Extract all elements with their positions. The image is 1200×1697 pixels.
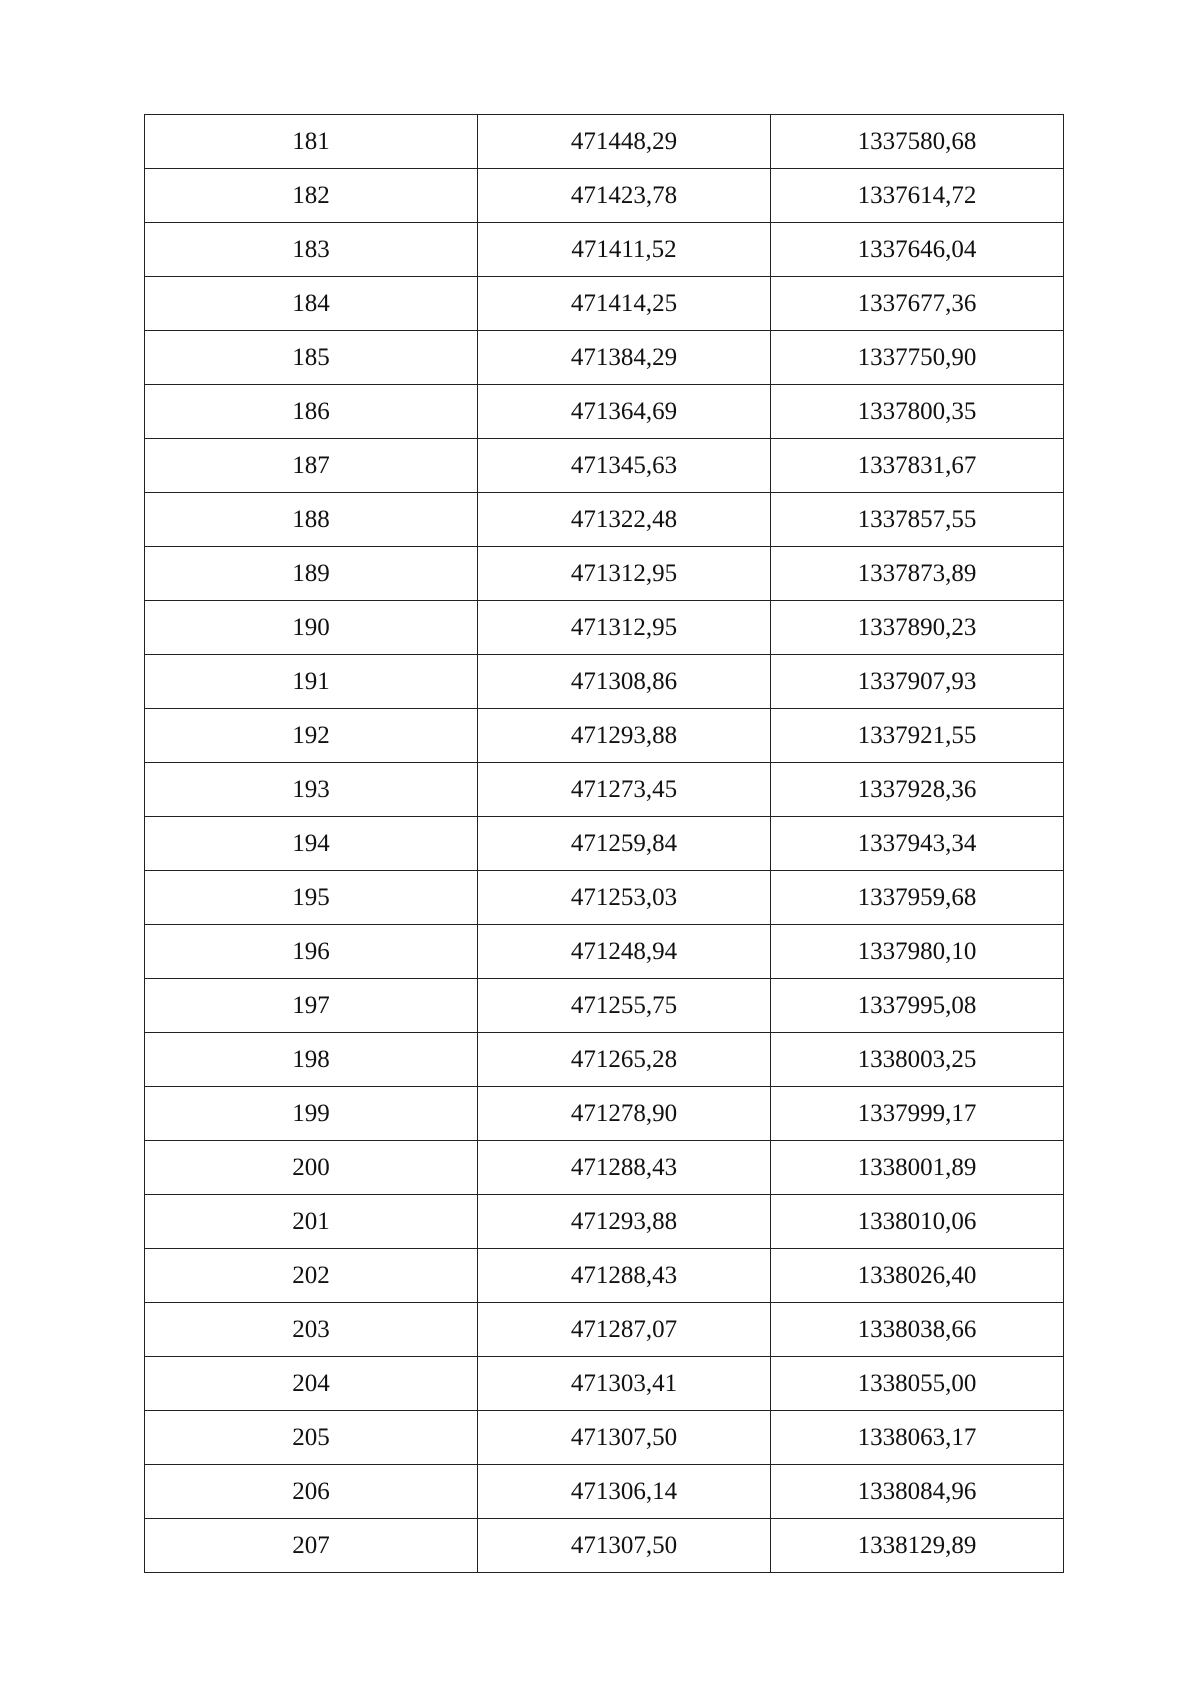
table-row <box>145 709 1064 763</box>
x-coordinate-cell: 471364,69 <box>478 385 771 439</box>
table-row <box>145 1141 1064 1195</box>
table-row <box>145 1249 1064 1303</box>
point-number-cell: 181 <box>145 115 478 169</box>
y-coordinate-cell: 1337873,89 <box>771 547 1064 601</box>
x-coordinate-cell: 471448,29 <box>478 115 771 169</box>
table-row <box>145 439 1064 493</box>
y-coordinate-cell: 1337928,36 <box>771 763 1064 817</box>
x-coordinate-cell: 471307,50 <box>478 1411 771 1465</box>
coordinates-table-body <box>145 115 1064 1573</box>
x-coordinate-cell: 471253,03 <box>478 871 771 925</box>
y-coordinate-cell: 1337580,68 <box>771 115 1064 169</box>
point-number-cell: 198 <box>145 1033 478 1087</box>
x-coordinate-cell: 471303,41 <box>478 1357 771 1411</box>
table-row <box>145 979 1064 1033</box>
table-row <box>145 1303 1064 1357</box>
y-coordinate-cell: 1338038,66 <box>771 1303 1064 1357</box>
y-coordinate-cell: 1338003,25 <box>771 1033 1064 1087</box>
point-number-cell: 200 <box>145 1141 478 1195</box>
table-row <box>145 1465 1064 1519</box>
table-row <box>145 1087 1064 1141</box>
table-row <box>145 331 1064 385</box>
table-row <box>145 1519 1064 1573</box>
table-row <box>145 817 1064 871</box>
y-coordinate-cell: 1337614,72 <box>771 169 1064 223</box>
y-coordinate-cell: 1337831,67 <box>771 439 1064 493</box>
y-coordinate-cell: 1338055,00 <box>771 1357 1064 1411</box>
y-coordinate-cell: 1337857,55 <box>771 493 1064 547</box>
x-coordinate-cell: 471293,88 <box>478 1195 771 1249</box>
table-row <box>145 493 1064 547</box>
y-coordinate-cell: 1337890,23 <box>771 601 1064 655</box>
point-number-cell: 206 <box>145 1465 478 1519</box>
y-coordinate-cell: 1337995,08 <box>771 979 1064 1033</box>
x-coordinate-cell: 471248,94 <box>478 925 771 979</box>
table-row <box>145 547 1064 601</box>
x-coordinate-cell: 471414,25 <box>478 277 771 331</box>
y-coordinate-cell: 1338010,06 <box>771 1195 1064 1249</box>
x-coordinate-cell: 471273,45 <box>478 763 771 817</box>
y-coordinate-cell: 1337907,93 <box>771 655 1064 709</box>
x-coordinate-cell: 471423,78 <box>478 169 771 223</box>
point-number-cell: 186 <box>145 385 478 439</box>
x-coordinate-cell: 471308,86 <box>478 655 771 709</box>
y-coordinate-cell: 1337646,04 <box>771 223 1064 277</box>
point-number-cell: 192 <box>145 709 478 763</box>
table-row <box>145 1195 1064 1249</box>
y-coordinate-cell: 1337800,35 <box>771 385 1064 439</box>
point-number-cell: 193 <box>145 763 478 817</box>
y-coordinate-cell: 1337999,17 <box>771 1087 1064 1141</box>
x-coordinate-cell: 471307,50 <box>478 1519 771 1573</box>
x-coordinate-cell: 471411,52 <box>478 223 771 277</box>
x-coordinate-cell: 471345,63 <box>478 439 771 493</box>
y-coordinate-cell: 1337750,90 <box>771 331 1064 385</box>
y-coordinate-cell: 1338026,40 <box>771 1249 1064 1303</box>
point-number-cell: 202 <box>145 1249 478 1303</box>
table-row <box>145 1033 1064 1087</box>
x-coordinate-cell: 471312,95 <box>478 601 771 655</box>
point-number-cell: 189 <box>145 547 478 601</box>
x-coordinate-cell: 471265,28 <box>478 1033 771 1087</box>
y-coordinate-cell: 1337677,36 <box>771 277 1064 331</box>
x-coordinate-cell: 471288,43 <box>478 1141 771 1195</box>
table-row <box>145 115 1064 169</box>
point-number-cell: 204 <box>145 1357 478 1411</box>
y-coordinate-cell: 1338084,96 <box>771 1465 1064 1519</box>
x-coordinate-cell: 471293,88 <box>478 709 771 763</box>
point-number-cell: 199 <box>145 1087 478 1141</box>
x-coordinate-cell: 471259,84 <box>478 817 771 871</box>
y-coordinate-cell: 1338001,89 <box>771 1141 1064 1195</box>
point-number-cell: 194 <box>145 817 478 871</box>
y-coordinate-cell: 1337980,10 <box>771 925 1064 979</box>
table-row <box>145 655 1064 709</box>
table-row <box>145 601 1064 655</box>
table-row <box>145 871 1064 925</box>
x-coordinate-cell: 471278,90 <box>478 1087 771 1141</box>
table-row <box>145 277 1064 331</box>
point-number-cell: 195 <box>145 871 478 925</box>
x-coordinate-cell: 471306,14 <box>478 1465 771 1519</box>
y-coordinate-cell: 1337921,55 <box>771 709 1064 763</box>
table-row <box>145 763 1064 817</box>
y-coordinate-cell: 1337943,34 <box>771 817 1064 871</box>
x-coordinate-cell: 471287,07 <box>478 1303 771 1357</box>
table-row <box>145 169 1064 223</box>
coordinates-table <box>144 114 1064 1573</box>
point-number-cell: 191 <box>145 655 478 709</box>
point-number-cell: 184 <box>145 277 478 331</box>
table-row <box>145 925 1064 979</box>
point-number-cell: 197 <box>145 979 478 1033</box>
point-number-cell: 190 <box>145 601 478 655</box>
table-row <box>145 223 1064 277</box>
x-coordinate-cell: 471288,43 <box>478 1249 771 1303</box>
x-coordinate-cell: 471322,48 <box>478 493 771 547</box>
point-number-cell: 196 <box>145 925 478 979</box>
y-coordinate-cell: 1337959,68 <box>771 871 1064 925</box>
point-number-cell: 183 <box>145 223 478 277</box>
point-number-cell: 188 <box>145 493 478 547</box>
table-row <box>145 1411 1064 1465</box>
table-row <box>145 1357 1064 1411</box>
point-number-cell: 205 <box>145 1411 478 1465</box>
table-row <box>145 385 1064 439</box>
point-number-cell: 203 <box>145 1303 478 1357</box>
y-coordinate-cell: 1338129,89 <box>771 1519 1064 1573</box>
x-coordinate-cell: 471384,29 <box>478 331 771 385</box>
y-coordinate-cell: 1338063,17 <box>771 1411 1064 1465</box>
point-number-cell: 187 <box>145 439 478 493</box>
point-number-cell: 182 <box>145 169 478 223</box>
x-coordinate-cell: 471312,95 <box>478 547 771 601</box>
point-number-cell: 207 <box>145 1519 478 1573</box>
point-number-cell: 201 <box>145 1195 478 1249</box>
point-number-cell: 185 <box>145 331 478 385</box>
x-coordinate-cell: 471255,75 <box>478 979 771 1033</box>
